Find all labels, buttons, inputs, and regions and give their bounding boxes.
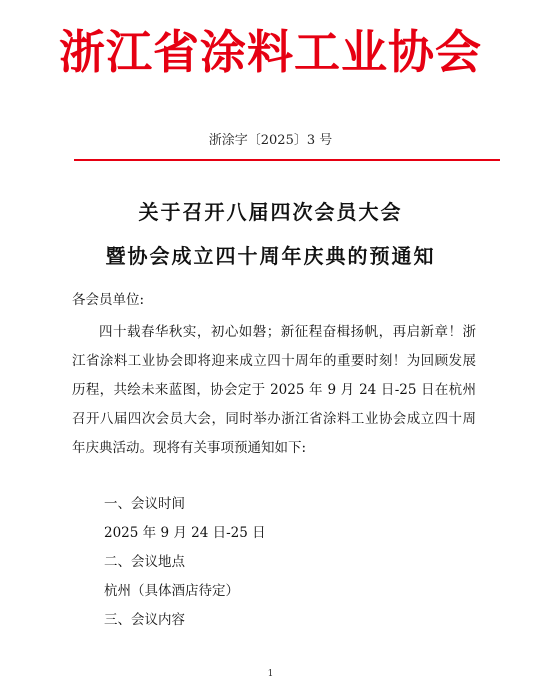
section-content-time: 2025 年 9 月 24 日-25 日 <box>104 525 266 541</box>
section-heading-venue: 二、会议地点 <box>104 554 185 570</box>
red-divider-line <box>74 159 500 161</box>
document-title-line1: 关于召开八届四次会员大会 <box>138 200 403 224</box>
page-number: 1 <box>267 669 274 679</box>
salutation: 各会员单位: <box>72 292 145 308</box>
section-content-venue: 杭州（具体酒店待定） <box>104 583 239 599</box>
section-heading-content: 三、会议内容 <box>104 612 185 628</box>
organization-header: 浙江省涂料工业协会 <box>59 25 482 79</box>
section-heading-time: 一、会议时间 <box>104 496 185 512</box>
document-number: 浙涂字〔2025〕3 号 <box>208 133 333 148</box>
document-title-line2: 暨协会成立四十周年庆典的预通知 <box>105 244 436 268</box>
body-paragraph: 四十载春华秋实，初心如磐；新征程奋楫扬帆，再启新章！浙江省涂料工业协会即将迎来成立四十周年的重要时刻！为回顾发展历程，共绘未来蓝图，协会定于 2025 年 9 月 24 日-25 日在杭州召开八届四次会员大会，同时举办浙江省涂料工业协会成立四十周年庆典活动。现将有关事项预通知如下: <box>72 324 476 456</box>
